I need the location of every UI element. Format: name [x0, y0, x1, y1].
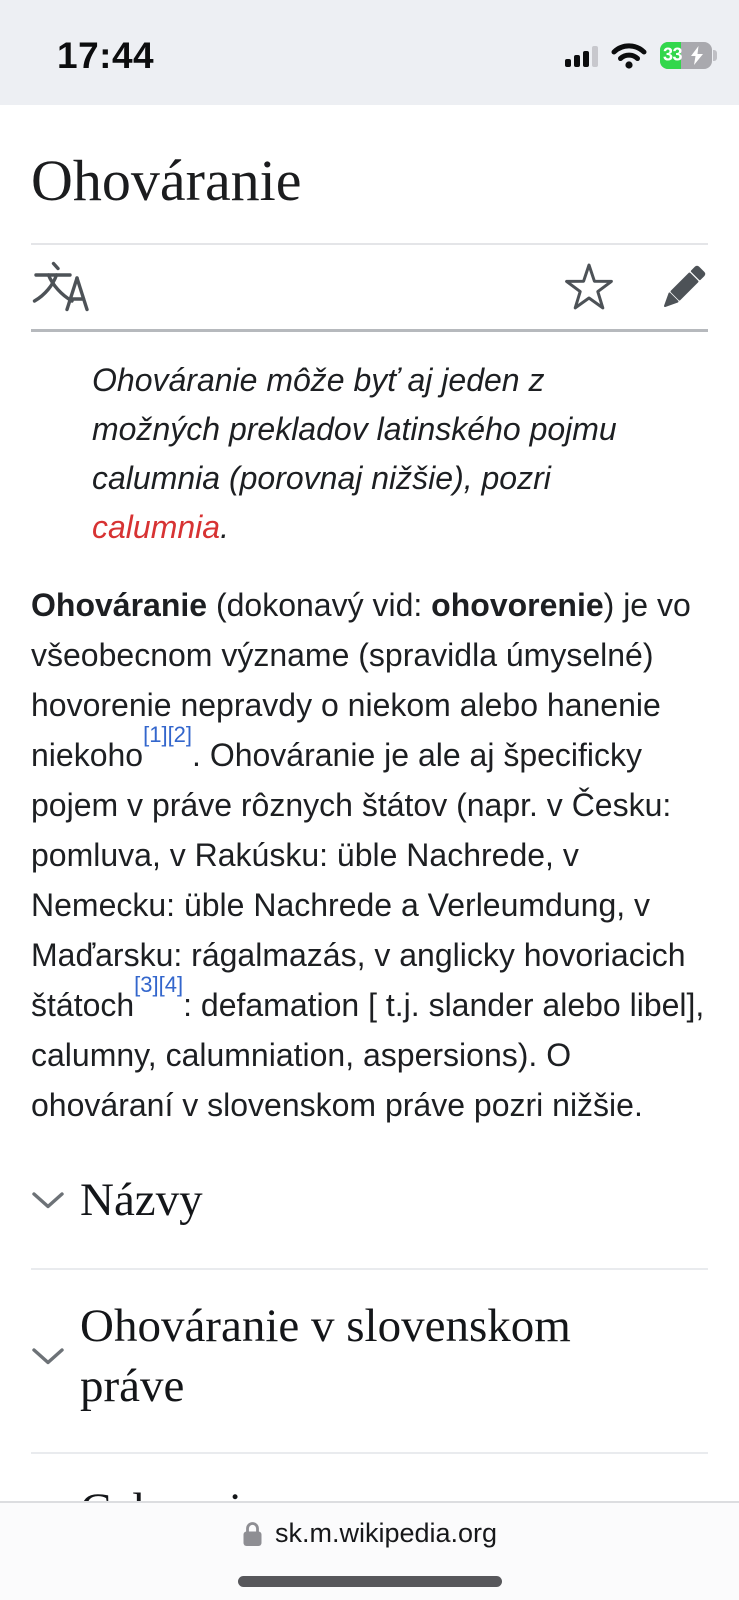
- edit-pencil-icon[interactable]: [660, 263, 708, 311]
- wifi-icon: [611, 42, 647, 69]
- lock-icon: [242, 1520, 263, 1548]
- status-icons: [565, 42, 717, 69]
- reference-superscript: [159, 972, 183, 997]
- bold-term: Ohováranie: [31, 587, 208, 623]
- battery-percent: 33: [663, 44, 683, 65]
- hatnote: Ohováranie môže byť aj jeden z možných prekladov latinského pojmu calumnia (porovnaj nižšie), pozri calumnia.: [92, 362, 617, 545]
- intro-paragraph: Ohováranie (dokonavý vid: ohovorenie) je vo všeobecnom význame (spravidla úmyselné) hovorenie nepravdy o niekom alebo hanenie niekoho[1][2]. Ohováranie je ale aj špecificky pojem v práve rôznych štátov (napr. v Česku: pomluva, v Rakúsku: üble Nachrede, v Nemecku: üble Nachrede a Verleumdung, v Maďarsku: rágalmazás, v anglicky hovoriacich štátoch[3][4]: defamation [ t.j. slander alebo libel], calumny, calumniation, aspersions). O ohováraní v slovenskom práve pozri nižšie.: [31, 587, 705, 1123]
- chevron-down-icon: [31, 1191, 65, 1216]
- safari-bottom-bar: [0, 1501, 739, 1600]
- charging-bolt-icon: [690, 46, 704, 69]
- page-title: Ohováranie: [31, 148, 302, 213]
- status-bar: [0, 0, 739, 105]
- battery-icon: [660, 42, 717, 69]
- url-bar[interactable]: [0, 1518, 739, 1549]
- clock: 17:44: [57, 34, 155, 76]
- cellular-signal-icon: [565, 45, 598, 67]
- reference-link[interactable]: [2]: [167, 722, 193, 748]
- reference-superscript: [143, 722, 167, 747]
- article-content: [0, 145, 739, 1540]
- section-title: Ohováranie v slovenskom práve: [80, 1300, 571, 1412]
- section-header-nazvy[interactable]: [31, 1170, 708, 1230]
- article-toolbar: [31, 245, 708, 329]
- reference-superscript: [134, 972, 158, 997]
- bold-term: ohovorenie: [431, 587, 604, 623]
- section-divider: [31, 1452, 708, 1454]
- star-icon[interactable]: [564, 263, 614, 311]
- language-icon[interactable]: [31, 261, 89, 313]
- section-divider: [31, 1268, 708, 1270]
- reference-link[interactable]: [3]: [134, 972, 159, 998]
- section-header-slovenske-pravo[interactable]: [31, 1296, 708, 1416]
- chevron-down-icon: [31, 1347, 65, 1372]
- home-indicator[interactable]: [238, 1576, 502, 1587]
- reference-link[interactable]: [1]: [143, 722, 168, 748]
- reference-link[interactable]: [4]: [158, 972, 184, 998]
- toolbar-divider: [31, 329, 708, 332]
- red-link[interactable]: calumnia: [92, 509, 221, 545]
- reference-superscript: [168, 722, 192, 747]
- url-text: sk.m.wikipedia.org: [274, 1518, 498, 1548]
- section-title: Názvy: [80, 1174, 203, 1226]
